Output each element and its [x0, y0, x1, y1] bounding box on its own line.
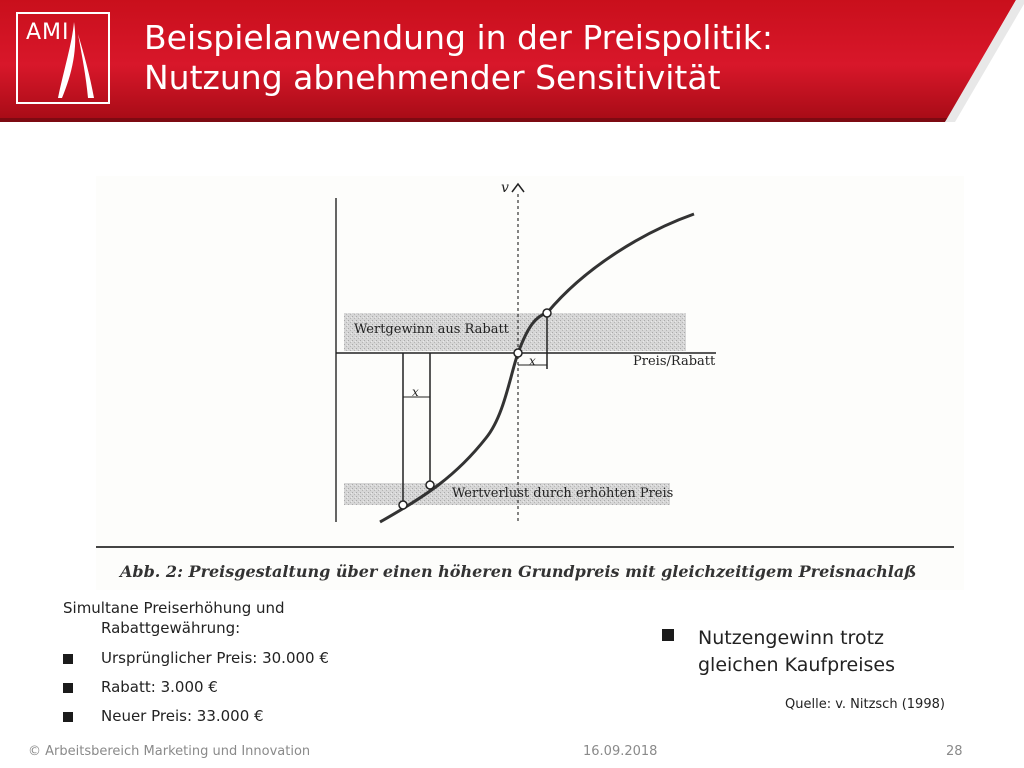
bullet-item [63, 648, 329, 677]
logo-text: AMI [26, 20, 70, 45]
curve-point-1 [399, 501, 407, 509]
figure-caption: Abb. 2: Preisgestaltung über einen höheren Grundpreis mit gleichzeitigem Preisnachlaß [120, 562, 917, 581]
title-line-1: Beispielanwendung in der Preispolitik: [144, 18, 773, 57]
value-function-diagram [96, 176, 964, 590]
curve-point-4 [543, 309, 551, 317]
intro-line-2: Rabattgewährung: [101, 619, 241, 637]
curve-point-3 [514, 349, 522, 357]
footer-page-number: 28 [946, 744, 963, 759]
value-function-figure [96, 176, 964, 590]
slide-header [0, 0, 1024, 122]
gain-band-label: Wertgewinn aus Rabatt [354, 322, 509, 337]
bullet-square-icon [662, 629, 674, 641]
bullet-text: Ursprünglicher Preis: 30.000 € [101, 649, 329, 667]
intro-line-1: Simultane Preiserhöhung und [63, 599, 285, 617]
footer-date: 16.09.2018 [583, 744, 658, 759]
v-axis-arrow [512, 184, 524, 192]
bullet-square-icon [63, 712, 73, 722]
right-bullet-line-2: gleichen Kaufpreises [698, 654, 895, 676]
curve-point-2 [426, 481, 434, 489]
bullet-square-icon [63, 683, 73, 693]
right-bullet-line-1: Nutzengewinn trotz [698, 627, 884, 649]
footer-organization: © Arbeitsbereich Marketing und Innovation [28, 744, 311, 759]
sail-icon [18, 14, 108, 102]
bullet-text: Neuer Preis: 33.000 € [101, 707, 264, 725]
bullet-square-icon [63, 654, 73, 664]
x-marker-label-left: x [412, 385, 419, 399]
left-text-block [63, 598, 329, 735]
bullet-item [63, 677, 285, 706]
bullet-item [63, 706, 285, 735]
bullet-text: Rabatt: 3.000 € [101, 678, 218, 696]
title-line-2: Nutzung abnehmender Sensitivität [144, 58, 721, 97]
ami-logo [16, 12, 110, 104]
axis-v-label: v [501, 180, 509, 196]
loss-band-label: Wertverlust durch erhöhten Preis [452, 486, 674, 501]
slide-title [144, 18, 773, 98]
axis-x-label: Preis/Rabatt [633, 354, 716, 369]
right-bullet-text [698, 625, 895, 679]
x-marker-label-right: x [529, 354, 536, 368]
source-citation: Quelle: v. Nitzsch (1998) [785, 697, 945, 712]
